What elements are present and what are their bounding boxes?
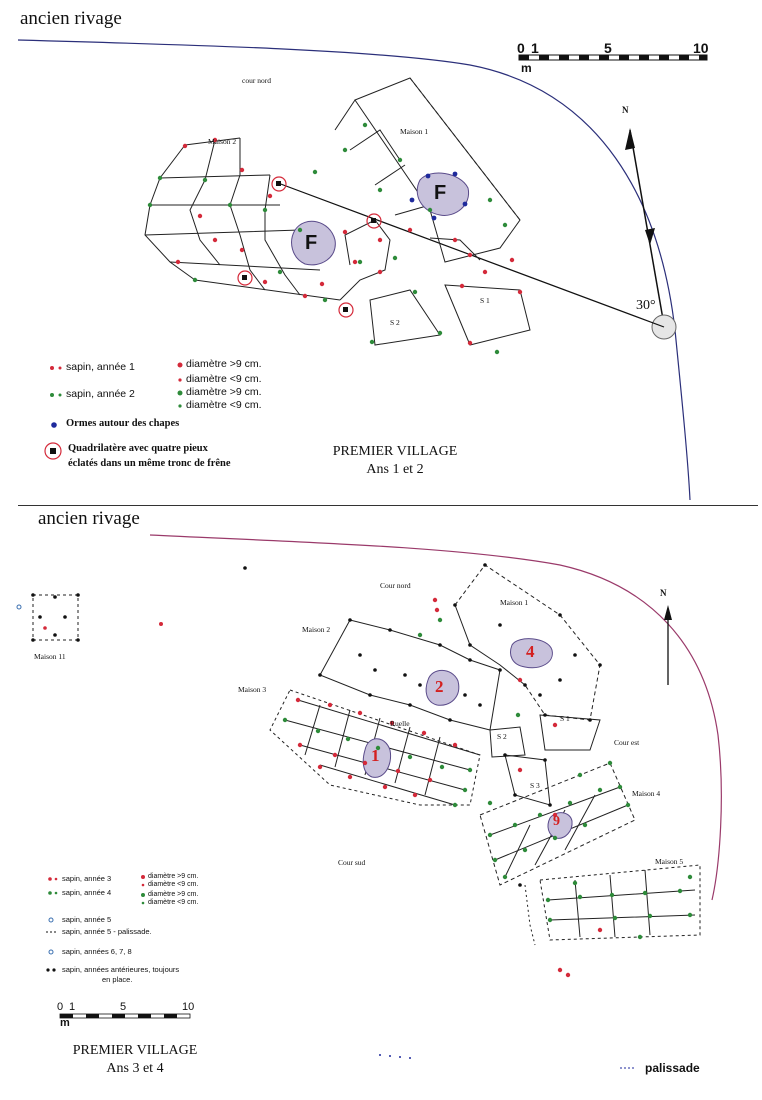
hearth-label-9: 9	[553, 814, 560, 829]
scale-tick-0: 0	[57, 1001, 64, 1013]
legend-year-3: sapin, année 3	[62, 874, 112, 883]
structures-s1-s2	[370, 285, 530, 345]
scale-unit: m	[60, 1017, 70, 1029]
hearth-label-1: 1	[371, 746, 380, 765]
north-arrow-icon	[664, 605, 672, 685]
legend-diam-4b: diamètre <9 cm.	[148, 899, 199, 906]
label-maison-5: Maison 5	[655, 857, 684, 866]
subtitle-top: Ans 1 et 2	[366, 462, 424, 477]
scale-tick-1: 1	[69, 1001, 76, 1013]
label-maison-4: Maison 4	[632, 789, 661, 798]
legend-earlier-years: sapin, années antérieures, toujours	[62, 965, 180, 974]
shoreline	[18, 40, 690, 500]
angle-label: 30°	[636, 298, 656, 313]
label-maison-1: Maison 1	[400, 127, 429, 136]
shore-label: ancien rivage	[38, 508, 140, 529]
label-s3: S 3	[530, 781, 540, 790]
legend-diam-1a: diamètre >9 cm.	[186, 358, 262, 370]
palissade-label: palissade	[645, 1061, 700, 1075]
title-top: PREMIER VILLAGE	[332, 444, 458, 459]
hearth-label-2: 2	[435, 677, 444, 696]
label-s2: S 2	[497, 732, 507, 741]
shoreline	[150, 535, 721, 900]
scale-tick-5: 5	[120, 1001, 127, 1013]
maison-2-plan	[145, 138, 390, 300]
map-bottom-panel	[0, 505, 762, 1100]
scale-bar	[60, 1014, 190, 1018]
legend-diam-3a: diamètre >9 cm.	[148, 873, 199, 880]
posts-year-1	[176, 138, 522, 345]
shore-label: ancien rivage	[20, 8, 122, 29]
label-maison-11: Maison 11	[34, 652, 66, 661]
maison-11-plan	[17, 593, 163, 642]
title-bottom: PREMIER VILLAGE	[72, 1043, 198, 1058]
legend-diam-3b: diamètre <9 cm.	[148, 881, 199, 888]
label-maison-2: Maison 2	[208, 137, 237, 146]
hearth-9	[548, 813, 572, 839]
north-label: N	[622, 105, 629, 115]
map-top-panel	[0, 0, 762, 505]
label-cour-sud: Cour sud	[338, 858, 366, 867]
scale-tick-0: 0	[517, 40, 525, 56]
maison-5-plan	[525, 865, 700, 945]
label-cour-est: Cour est	[614, 738, 640, 747]
label-maison-1: Maison 1	[500, 598, 529, 607]
scale-tick-1: 1	[531, 40, 539, 56]
scale-unit: m	[521, 61, 532, 75]
legend-quadrilateral-2: éclatés dans un même tronc de frêne	[68, 458, 231, 469]
north-label: N	[660, 588, 667, 598]
label-maison-3: Maison 3	[238, 685, 267, 694]
label-s1: S 1	[480, 296, 490, 305]
legend-year-5-palissade: sapin, année 5 - palissade.	[62, 927, 152, 936]
legend-year-2: sapin, année 2	[66, 388, 135, 400]
hearth-label-maison-2: F	[305, 232, 318, 254]
label-ruelle: Ruelle	[390, 719, 410, 728]
scale-tick-5: 5	[604, 40, 612, 56]
label-cour-nord: cour nord	[242, 76, 271, 85]
label-s2: S 2	[390, 318, 400, 327]
legend-diam-2b: diamètre <9 cm.	[186, 399, 262, 411]
scale-tick-10: 10	[182, 1001, 195, 1013]
legend-year-4: sapin, année 4	[62, 888, 112, 897]
label-cour-nord: Cour nord	[380, 581, 411, 590]
scale-tick-10: 10	[693, 40, 709, 56]
subtitle-bottom: Ans 3 et 4	[106, 1061, 164, 1076]
plan-ans-3-4	[0, 505, 762, 1100]
hearth-label-maison-1: F	[434, 182, 447, 204]
posts-year-3	[296, 598, 602, 977]
legend-year-5: sapin, année 5	[62, 915, 112, 924]
label-s1: S 1	[560, 714, 570, 723]
legend-diam-2a: diamètre >9 cm.	[186, 386, 262, 398]
legend-year-1: sapin, année 1	[66, 361, 135, 373]
houses-1-2-plan	[320, 565, 600, 805]
legend-quadrilateral-1: Quadrilatère avec quatre pieux	[68, 443, 208, 454]
legend-in-place: en place.	[102, 975, 133, 984]
scale-bar	[519, 55, 707, 60]
legend-diam-1b: diamètre <9 cm.	[186, 373, 262, 385]
plan-ans-1-2	[0, 0, 762, 505]
hearth-label-4: 4	[526, 642, 535, 661]
legend-elm: Ormes autour des chapes	[66, 418, 180, 429]
legend-years-6-8: sapin, années 6, 7, 8	[62, 947, 132, 956]
maison-1-plan	[335, 78, 520, 262]
legend-diam-4a: diamètre >9 cm.	[148, 891, 199, 898]
label-maison-2: Maison 2	[302, 625, 331, 634]
